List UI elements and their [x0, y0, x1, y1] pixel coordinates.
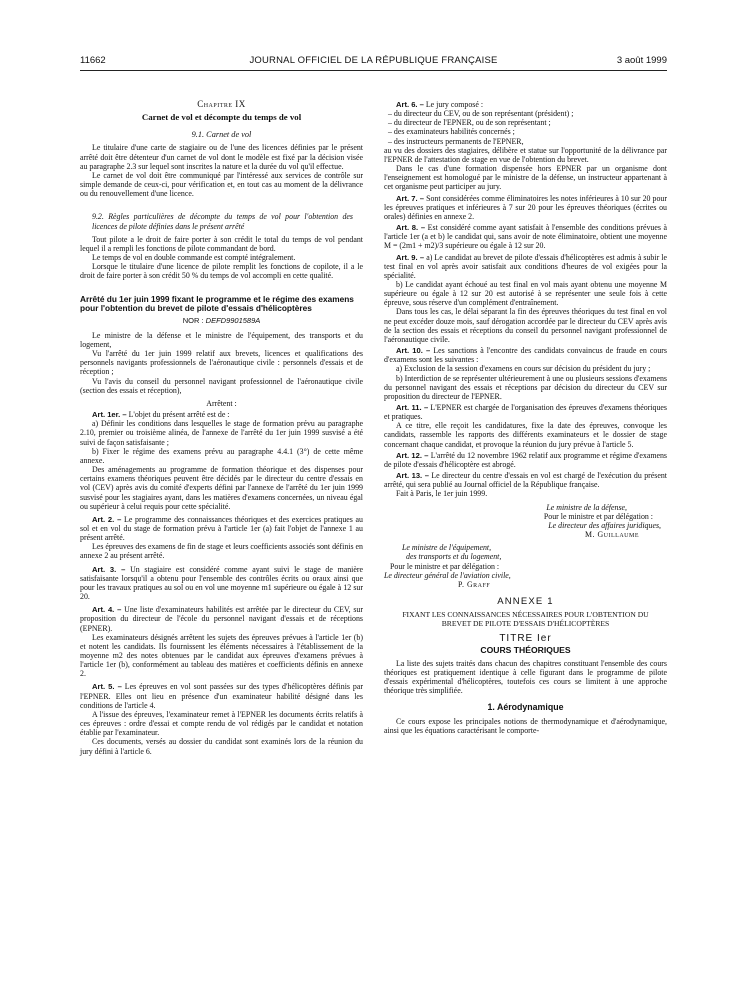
nor-reference: [80, 316, 363, 325]
article-6-paragraph-1: au vu des dossiers des stagiaires, délibère et statue sur l'opportunité de la délivrance par l'EPNER de l'attestation de stage en vue de l'obtention du brevet.: [384, 145, 667, 164]
article-13-text: Le directeur du centre d'essais en vol est chargé de l'exécution du présent arrêté, qui sera publié au Journal officiel de la République française.: [384, 471, 668, 490]
section-9-1-title: 9.1. Carnet de vol: [191, 130, 252, 140]
signing-place-date: Fait à Paris, le 1er juin 1999.: [396, 489, 488, 499]
article-5-paragraph-2: Ces documents, versés au dossier du candidat sont examinés lors de la réunion du jury défini à l'article 6.: [80, 737, 363, 756]
article-6-item: – des examinateurs habilités concernés ;: [388, 127, 515, 137]
article-6-item: – du directeur de l'EPNER, ou de son représentant ;: [388, 118, 551, 128]
article-1-paragraph: Des aménagements au programme de formation théorique et des dispenses pour certains examens théoriques peuvent être décidés par le directeur du centre d'essais en vol (CEV) après avis du comité d'experts défini par l'annexe de l'arrêté du 1er juin 1999 susvisé pour les stagiaires ayant, dans les matières d'examens concernées, un niveau égal ou supérieur à celui requis pour cette spécialité.: [80, 465, 363, 511]
section-9-2-paragraph-1: Tout pilote a le droit de faire porter à son crédit le total du temps de vol pendant lequel il a rempli les fonctions de pilote commandant de bord.: [80, 234, 363, 253]
article-11-text: L'EPNER est chargée de l'organisation des épreuves d'examens théoriques et pratiques.: [384, 403, 667, 422]
article-2-text: Le programme des connaissances théoriques et des exercices pratiques au sol et en vol du stage de formation prévu à l'article 1er (a) fait l'objet de l'annexe 1 au présent arrêté.: [80, 514, 363, 543]
intro-paragraph-2: Vu l'arrêté du 1er juin 1999 relatif aux brevets, licences et qualifications des personnels navigants professionnels de l'aéronautique civile : personnels d'essais et de réception ;: [80, 349, 363, 377]
intro-paragraph-1: Le ministre de la défense et le ministre de l'équipement, des transports et du logement,: [80, 330, 363, 349]
article-8: [384, 223, 667, 250]
nor-label: NOR :: [182, 315, 204, 325]
article-2-label: Art. 2. –: [92, 514, 122, 524]
article-5-paragraph-1: A l'issue des épreuves, l'examinateur remet à l'EPNER les documents écrits relatifs à ces épreuves : ordre d'essai et compte rendu de vol rédigés par le candidat et notation établie par l'examinateur.: [80, 709, 363, 738]
annexe-title: FIXANT LES CONNAISSANCES NÉCESSAIRES POUR L'OBTENTION DU BREVET DE PILOTE D'ESSAIS D'HÉLICOPTÈRES: [402, 610, 649, 629]
right-column: [384, 100, 667, 735]
article-10-text: Les sanctions à l'encontre des candidats convaincus de fraude en cours d'examens sont les suivantes :: [384, 346, 667, 365]
article-10: [384, 346, 667, 364]
article-6-text: Le jury composé :: [425, 100, 484, 109]
signatory-1-name: M. Guillaume: [585, 530, 639, 540]
left-column: [80, 100, 363, 756]
signatory-2-name: P. Graff: [458, 579, 491, 589]
chapter-heading: Chapitre IX: [197, 99, 246, 109]
article-12: [384, 451, 667, 469]
page-header: [80, 55, 667, 69]
article-4-label: Art. 4. –: [92, 605, 122, 615]
article-1-item-a: a) Définir les conditions dans lesquelles le stage de formation prévu au paragraphe 2.10, premier ou troisième alinéa, de l'annexe de l'arrêté du 1er juin 1999 susvisé a été suivi de façon satisfaisante ;: [80, 419, 363, 447]
signatory-2-title-1: Le ministre de l'équipement,: [402, 543, 492, 553]
article-9: [384, 253, 667, 280]
article-1-item-b: b) Fixer le régime des examens prévu au paragraphe 4.4.1 (3°) de cette même annexe.: [80, 446, 363, 465]
article-13-label: Art. 13. –: [396, 471, 429, 481]
article-6-paragraph-2: Dans le cas d'une formation dispensée hors EPNER par un organisme dont l'enseignement est homologué par le ministre de la défense, un instructeur appartenant à cet organisme peut participer au jury.: [384, 164, 667, 192]
article-12-label: Art. 12. –: [396, 450, 429, 460]
article-6-label: Art. 6. –: [396, 100, 424, 109]
article-3: [80, 565, 363, 602]
arretent-label: Arrêtent :: [206, 398, 237, 408]
article-7: [384, 194, 667, 221]
aerodynamique-paragraph: Ce cours expose les principales notions de thermodynamique et d'aérodynamique, ainsi que les équations caractérisant le comporte-: [384, 716, 667, 735]
aerodynamique-heading: 1. Aérodynamique: [487, 702, 564, 713]
intro-paragraph-3: Vu l'avis du conseil du personnel navigant professionnel de l'aéronautique civile (section des essais et réception),: [80, 376, 363, 395]
article-7-label: Art. 7. –: [396, 193, 425, 203]
journal-title: JOURNAL OFFICIEL DE LA RÉPUBLIQUE FRANÇAISE: [249, 55, 498, 66]
section-9-2-paragraph-2: Le temps de vol en double commande est compté intégralement.: [92, 253, 296, 263]
article-4-paragraph: Les examinateurs désignés arrêtent les sujets des épreuves prévues à l'article 1er (b) et notent les candidats. Ils fournissent les éléments nécessaires à l'établissement de la moyenne m2 des notes obtenues par le candidat aux épreuves d'examens prévues à l'article 1er (b), conformément au tableau des matières et coefficients définis en annexe 2.: [80, 632, 363, 679]
article-1: [80, 410, 363, 419]
article-9-text: a) Le candidat au brevet de pilote d'essais d'hélicoptères est admis à subir le test final en vol après avoir satisfait aux conditions d'heures de vol exigées pour la spécialité.: [384, 252, 667, 280]
article-13: [384, 471, 667, 489]
section-9-2-title: 9.2. Règles particulières de décompte du temps de vol pour l'obtention des licences de pilote définies dans le présent arrêté: [92, 212, 353, 231]
article-10-item-a: a) Exclusion de la session d'examens en cours sur décision du président du jury ;: [396, 364, 651, 374]
cours-theoriques-heading: COURS THÉORIQUES: [480, 644, 571, 655]
article-9-label: Art. 9. –: [396, 252, 425, 262]
signatory-1-delegation: Pour le ministre et par délégation :: [543, 511, 653, 521]
section-9-2-paragraph-3: Lorsque le titulaire d'une licence de pilote remplit les fonctions de copilote, il a le droit de faire porter à son crédit 50 % du temps de vol accompli en cette qualité.: [80, 262, 363, 281]
signatory-1-role: Le directeur des affaires juridiques,: [548, 520, 661, 530]
article-6-item: – des instructeurs permanents de l'EPNER,: [388, 136, 524, 146]
section-9-1-paragraph-2: Le carnet de vol doit être communiqué par l'intéressé aux services de contrôle sur simple demande de ceux-ci, pour vérification et, en tout cas au moment de la délivrance ou du renouvellement d'une licence.: [80, 170, 363, 199]
nor-code: DEFD9901589A: [205, 315, 261, 325]
cours-paragraph: La liste des sujets traités dans chacun des chapitres constituant l'ensemble des cours théoriques est pratiquement identique à celle figurant dans le programme de pilote d'essais expérimental d'hélicoptères, toutefois ces cours se limitent à une approche théorique très simplifiée.: [384, 658, 667, 696]
article-2: [80, 515, 363, 542]
titre-heading: TITRE Ier: [499, 633, 552, 645]
header-rule: [80, 70, 667, 71]
article-6-item: – du directeur du CEV, ou de son représentant (président) ;: [388, 109, 574, 119]
signatory-2-delegation: Pour le ministre et par délégation :: [390, 561, 500, 571]
arrete-title: Arrêté du 1er juin 1999 fixant le programme et le régime des examens pour l'obtention du brevet de pilote d'essais d'hélicoptères: [80, 293, 354, 314]
article-9-paragraph: Dans tous les cas, le délai séparant la fin des épreuves théoriques du test final en vol ne peut excéder douze mois, sauf dérogation accordée par le directeur du CEV après avis de la section des essais et réceptions du conseil du personnel navigant professionnel de l'aéronautique civile.: [384, 307, 667, 344]
article-7-text: Sont considérées comme éliminatoires les notes inférieures à 10 sur 20 pour les épreuves pratiques et inférieures à 7 sur 20 pour les épreuves théoriques (écrites ou orales) définies en annexe 2.: [384, 193, 667, 221]
article-8-text: Est considéré comme ayant satisfait à l'ensemble des conditions prévues à l'article 1er (a et b) le candidat qui, sans avoir de note éliminatoire, obtient une moyenne M = (2m1 + m2)/3 supérieure ou égale à 12 sur 20.: [384, 223, 668, 251]
article-5: [80, 682, 363, 709]
signatory-2-title-2: des transports et du logement,: [406, 552, 502, 562]
signatory-2-role: Le directeur général de l'aviation civile,: [384, 570, 511, 580]
article-3-label: Art. 3. –: [92, 564, 126, 574]
article-2-paragraph: Les épreuves des examens de fin de stage et leurs coefficients associés sont définis en annexe 2 au présent arrêté.: [80, 542, 363, 561]
signatory-1-title: Le ministre de la défense,: [546, 502, 627, 512]
article-11: [384, 403, 667, 421]
article-8-label: Art. 8. –: [396, 223, 426, 233]
article-11-paragraph: A ce titre, elle reçoit les candidatures, fixe la date des épreuves, convoque les candidats, rassemble les rapports des différents examinateurs et le dossier de stage concernant chaque candidat, et provoque la réunion du jury prévue à l'article 5.: [384, 421, 667, 449]
article-11-label: Art. 11. –: [396, 403, 429, 412]
issue-date: 3 août 1999: [616, 55, 667, 66]
article-10-item-b: b) Interdiction de se représenter ultérieurement à une ou plusieurs sessions d'examens du personnel navigant des essais et réceptions par décision du directeur du CEV sur proposition du directeur de l'EPNER.: [384, 373, 667, 401]
article-4: [80, 605, 363, 632]
annexe-heading: ANNEXE 1: [497, 595, 554, 607]
article-10-label: Art. 10. –: [396, 346, 431, 356]
article-5-label: Art. 5. –: [92, 682, 122, 692]
article-3-text: Un stagiaire est considéré comme ayant suivi le stage de manière satisfaisante lorsqu'il a obtenu pour l'ensemble des contrôles écrits ou oraux ainsi que pour les travaux pratiques au sol ou en vol une moyenne m1 supérieure ou égale à 12 sur 20.: [80, 564, 363, 602]
section-9-1-paragraph-1: Le titulaire d'une carte de stagiaire ou de l'une des licences définies par le présent arrêté doit être détenteur d'un carnet de vol dont le modèle est fixé par la décision visée au paragraphe 2.3 sur lequel sont inscrites la nature et la durée du vol qu'il effectue.: [80, 143, 363, 171]
article-5-text: Les épreuves en vol sont passées sur des types d'hélicoptères définis par l'EPNER. Elles ont lieu en présence d'un examinateur habilité désigné dans les conditions de l'article 4.: [80, 682, 363, 710]
article-9-item-b: b) Le candidat ayant échoué au test final en vol mais ayant obtenu une moyenne M supérieure ou égale à 12 sur 20 est autorisé à se représenter une seule fois à cette épreuve, sous réserve d'un complément d'entraînement.: [384, 279, 667, 308]
article-1-label: Art. 1er. –: [92, 410, 127, 420]
article-1-text: L'objet du présent arrêté est de :: [128, 410, 230, 420]
page-number: 11662: [80, 55, 106, 66]
article-6: [384, 100, 667, 109]
article-12-text: L'arrêté du 12 novembre 1962 relatif aux programme et régime d'examens de pilote d'essais d'hélicoptère est abrogé.: [384, 450, 667, 469]
article-4-text: Une liste d'examinateurs habilités est arrêtée par le directeur du CEV, sur proposition du directeur de l'école du personnel navigant d'essais et de réceptions (EPNER).: [80, 605, 363, 633]
chapter-title: Carnet de vol et décompte du temps de vol: [141, 112, 302, 123]
